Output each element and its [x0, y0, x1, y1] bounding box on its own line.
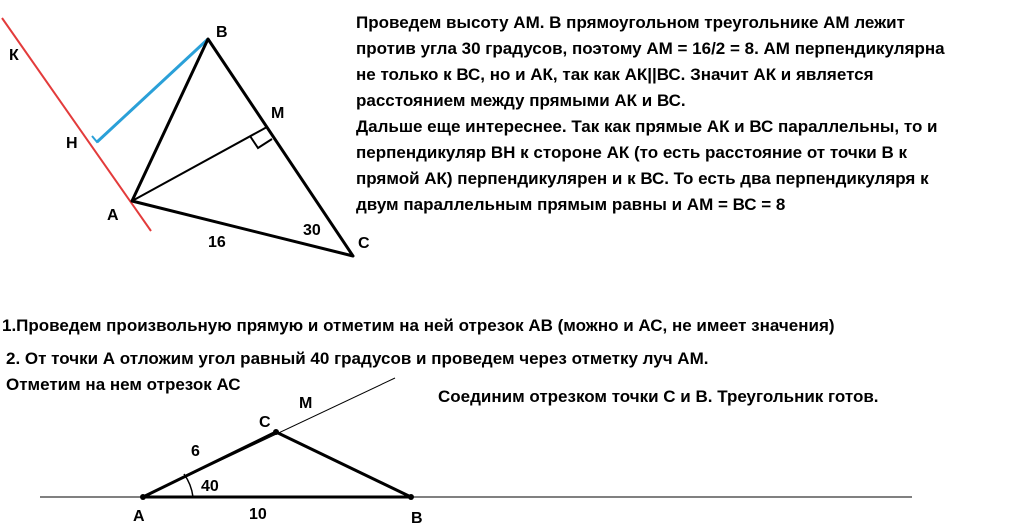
label-b: В [216, 24, 228, 41]
segment-cb [276, 432, 411, 497]
label-side-6: 6 [191, 443, 200, 460]
explanation-line: двум параллельным прямым равны и АМ = ВС = 8 [356, 195, 786, 214]
step-3-text: Соединим отрезком точки С и В. Треугольник готов. [438, 387, 879, 406]
explanation-line: Дальше еще интереснее. Так как прямые АК и ВС параллельны, то и [356, 117, 938, 136]
explanation-line: расстоянием между прямыми АК и ВС. [356, 91, 686, 110]
explanation-line: прямой АК) перпендикулярен и к ВС. То есть два перпендикуляря к [356, 169, 929, 188]
explanation-line: Проведем высоту АМ. В прямоугольном треугольнике АМ лежит [356, 13, 905, 32]
label-a2: А [133, 508, 145, 525]
explanation-line: не только к ВС, но и АК, так как АК||ВС. Значит АК и является [356, 65, 874, 84]
label-b2: В [411, 510, 423, 527]
right-angle-mark-m [250, 136, 272, 148]
explanation-line: против угла 30 градусов, поэтому АМ = 16/2 = 8. АМ перпендикулярна [356, 39, 945, 58]
label-m: М [271, 105, 285, 122]
label-c2: С [259, 414, 271, 431]
line-ak [2, 18, 151, 231]
label-angle-30: 30 [303, 222, 321, 239]
explanation-text [356, 10, 945, 218]
label-c: С [358, 235, 370, 252]
label-h: Н [66, 135, 78, 152]
figure-1-triangle-with-parallel [2, 18, 370, 256]
point-a [140, 494, 146, 500]
explanation-line: перпендикуляр ВН к стороне АК (то есть расстояние от точки В к [356, 143, 907, 162]
step-2-text: 2. От точки А отложим угол равный 40 градусов и проведем через отметку луч АМ. [6, 349, 709, 368]
label-side-10: 10 [249, 506, 267, 523]
point-c [273, 429, 279, 435]
altitude-am [132, 127, 267, 201]
label-k: К [9, 47, 19, 64]
label-side-16: 16 [208, 234, 226, 251]
point-b [408, 494, 414, 500]
step-2-continuation-text: Отметим на нем отрезок АС [6, 375, 241, 394]
step-1-text: 1.Проведем произвольную прямую и отметим на ней отрезок АВ (можно и АС, не имеет значения) [2, 316, 835, 335]
perpendicular-bh [97, 39, 208, 142]
label-a: А [107, 207, 119, 224]
label-m2: М [299, 395, 313, 412]
label-angle-40: 40 [201, 478, 219, 495]
